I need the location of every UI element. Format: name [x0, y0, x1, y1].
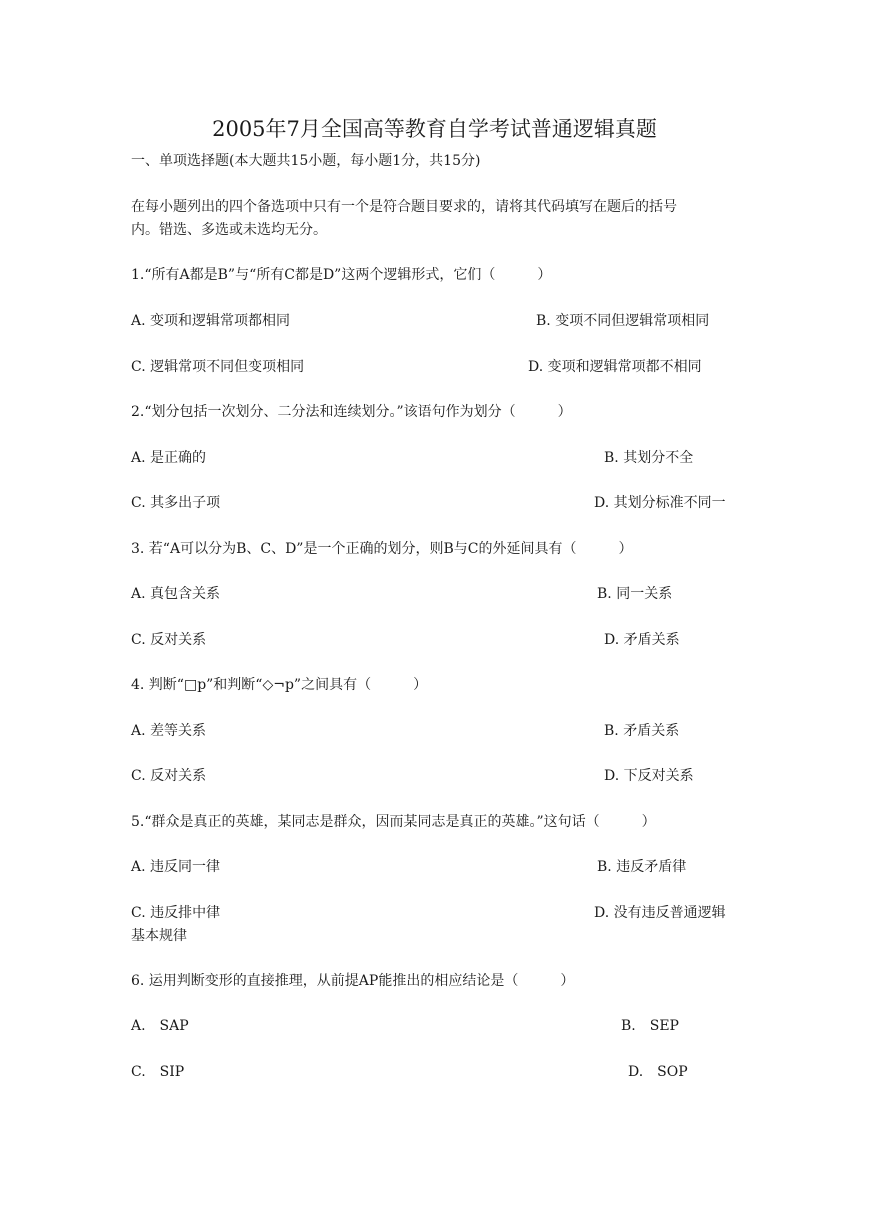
question-5-option-a: A. 违反同一律: [131, 859, 221, 875]
question-4-option-b: B. 矛盾关系: [604, 723, 680, 739]
question-1-stem: 1.“所有A都是B”与“所有C都是D”这两个逻辑形式，它们（ ）: [131, 267, 552, 283]
question-3-option-c: C. 反对关系: [131, 632, 207, 648]
question-5-option-b: B. 违反矛盾律: [597, 859, 687, 875]
question-5-option-c: C. 违反排中律: [131, 905, 221, 921]
section-heading: 一、单项选择题(本大题共15小题，每小题1分，共15分): [131, 153, 481, 169]
question-5-stem: 5.“群众是真正的英雄，某同志是群众，因而某同志是真正的英雄。”这句话（ ）: [131, 814, 656, 830]
instructions-line-1: 在每小题列出的四个备选项中只有一个是符合题目要求的，请将其代码填写在题后的括号: [131, 199, 677, 215]
question-3-option-a: A. 真包含关系: [131, 586, 221, 602]
question-4-stem: 4. 判断“□p”和判断“◇¬p”之间具有（ ）: [131, 677, 428, 693]
question-4-option-a: A. 差等关系: [131, 723, 207, 739]
question-1-option-a: A. 变项和逻辑常项都相同: [131, 313, 291, 329]
question-2-stem: 2.“划分包括一次划分、二分法和连续划分。”该语句作为划分（ ）: [131, 404, 572, 420]
question-2-option-c: C. 其多出子项: [131, 495, 221, 511]
question-4-option-d: D. 下反对关系: [604, 768, 694, 784]
question-3-option-d: D. 矛盾关系: [604, 632, 680, 648]
instructions-line-2: 内。错选、多选或未选均无分。: [131, 222, 327, 238]
question-2-option-a: A. 是正确的: [131, 450, 207, 466]
exam-title: 2005年7月全国高等教育自学考试普通逻辑真题: [212, 117, 657, 141]
question-6-option-b: B. SEP: [621, 1018, 679, 1034]
question-2-option-d: D. 其划分标准不同一: [594, 495, 726, 511]
question-3-option-b: B. 同一关系: [597, 586, 673, 602]
question-6-option-a: A. SAP: [131, 1018, 189, 1034]
question-1-option-b: B. 变项不同但逻辑常项相同: [536, 313, 710, 329]
question-6-stem: 6. 运用判断变形的直接推理，从前提AP能推出的相应结论是（ ）: [131, 973, 575, 989]
question-1-option-c: C. 逻辑常项不同但变项相同: [131, 359, 305, 375]
question-5-option-d-continued: 基本规律: [131, 928, 187, 944]
question-4-option-c: C. 反对关系: [131, 768, 207, 784]
question-6-option-c: C. SIP: [131, 1064, 185, 1080]
question-5-option-d: D. 没有违反普通逻辑: [594, 905, 726, 921]
question-3-stem: 3. 若“A可以分为B、C、D”是一个正确的划分，则B与C的外延间具有（ ）: [131, 541, 633, 557]
question-2-option-b: B. 其划分不全: [604, 450, 694, 466]
question-1-option-d: D. 变项和逻辑常项都不相同: [528, 359, 702, 375]
question-6-option-d: D. SOP: [628, 1064, 688, 1080]
